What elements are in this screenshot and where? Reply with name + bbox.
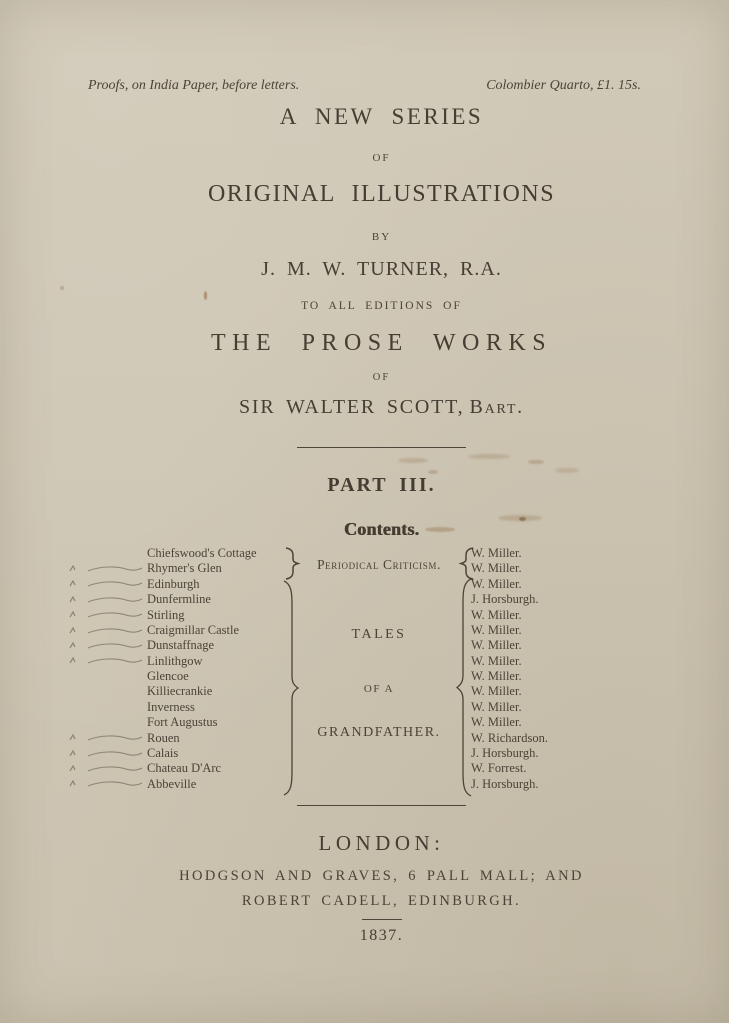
engraver-name	[471, 731, 601, 746]
pencil-mark	[64, 655, 147, 667]
engraver-name	[471, 761, 601, 776]
contents-row	[64, 577, 304, 592]
imprint-publisher-1: HODGSON AND GRAVES, 6 PALL MALL; AND	[179, 868, 584, 884]
engraver-label: W. Miller.	[471, 546, 522, 560]
pencil-mark	[64, 625, 147, 637]
engraver-label: W. Forrest.	[471, 761, 527, 776]
engraver-label: W. Miller.	[471, 684, 522, 699]
engraver-name	[471, 608, 601, 623]
engraver-label: W. Miller.	[471, 638, 522, 653]
engraver-label: W. Miller.	[471, 561, 522, 576]
contents-places-column	[64, 546, 304, 792]
proof-note: Proofs, on India Paper, before letters.	[88, 78, 300, 93]
contents-row	[64, 608, 304, 623]
title-of-2: OF	[372, 372, 391, 383]
engraver-name	[471, 561, 601, 576]
pencil-mark	[64, 748, 147, 760]
imprint-city: LONDON:	[318, 831, 445, 855]
contents-row	[64, 746, 304, 761]
place-name: Fort Augustus	[147, 715, 218, 730]
place-name: Abbeville	[147, 776, 197, 791]
edition-notes	[88, 78, 641, 94]
engraver-name	[471, 684, 601, 699]
category-grandfather: GRANDFATHER.	[317, 725, 441, 740]
imprint-year: 1837.	[359, 927, 404, 944]
pencil-mark	[64, 763, 147, 775]
pencil-mark	[64, 609, 147, 621]
engraver-label: W. Miller.	[471, 607, 522, 622]
place-name: Dunstaffnage	[147, 638, 215, 653]
engraver-label: J. Horsburgh.	[471, 776, 539, 791]
original-illustrations-title: ORIGINAL ILLUSTRATIONS	[207, 181, 556, 207]
engraver-label: J. Horsburgh.	[471, 745, 539, 760]
divider-rule-top	[297, 447, 466, 448]
engraver-name	[471, 592, 601, 607]
engraver-name	[471, 746, 601, 761]
engraver-name	[471, 638, 601, 653]
place-name: Rhymer's Glen	[147, 561, 222, 576]
pencil-mark	[64, 640, 147, 652]
contents-row	[64, 561, 304, 576]
author-name-suffix: Bart.	[469, 396, 524, 418]
contents-row	[64, 731, 304, 746]
contents-row	[64, 761, 304, 776]
title-by: BY	[371, 231, 392, 243]
contents-row	[64, 546, 304, 561]
place-name: Linlithgow	[147, 653, 203, 668]
author-name-main: SIR WALTER SCOTT,	[239, 396, 465, 418]
contents-engravers-column	[471, 546, 601, 792]
part-heading: PART III.	[327, 474, 436, 496]
engraver-label: J. Horsburgh.	[471, 592, 539, 607]
pencil-mark	[64, 563, 147, 575]
engraver-name	[471, 654, 601, 669]
engraver-name	[471, 777, 601, 792]
place-name: Craigmillar Castle	[147, 622, 239, 637]
category-periodical-criticism: Periodical Criticism.	[317, 557, 441, 572]
author-name	[34, 396, 729, 419]
contents-row	[64, 592, 304, 607]
engraver-name	[471, 669, 601, 684]
pencil-mark	[64, 778, 147, 790]
place-name: Calais	[147, 745, 179, 760]
place-name: Edinburgh	[147, 576, 200, 591]
place-name: Killiecrankie	[147, 684, 213, 699]
engraver-name	[471, 546, 601, 561]
contents-row	[64, 715, 304, 730]
place-name: Dunfermline	[147, 592, 211, 607]
imprint-publisher-2: ROBERT CADELL, EDINBURGH.	[241, 893, 522, 909]
engraver-label: W. Richardson.	[471, 730, 548, 745]
pencil-mark	[64, 732, 147, 744]
divider-rule-bottom	[297, 805, 466, 806]
engraver-label: W. Miller.	[471, 669, 522, 683]
title-of-1: OF	[372, 152, 391, 164]
pencil-mark	[64, 578, 147, 590]
place-name: Chateau D'Arc	[147, 761, 222, 776]
engraver-name	[471, 715, 601, 730]
contents-row	[64, 777, 304, 792]
engraver-label: W. Miller.	[471, 653, 522, 668]
place-name: Inverness	[147, 699, 195, 714]
contents-row	[64, 700, 304, 715]
engraver-name	[471, 577, 601, 592]
contents-row	[64, 684, 304, 699]
price-note: Colombier Quarto, £1. 15s.	[486, 78, 641, 93]
contents-row	[64, 654, 304, 669]
imprint-short-rule	[362, 919, 402, 920]
artist-name: J. M. W. TURNER, R.A.	[261, 258, 502, 280]
prose-works-title: THE PROSE WORKS	[210, 330, 553, 356]
contents-row	[64, 638, 304, 653]
engraver-name	[471, 623, 601, 638]
pencil-mark	[64, 594, 147, 606]
place-name: Rouen	[147, 730, 180, 745]
engraver-label: W. Miller.	[471, 622, 522, 637]
brace-left-point-large-icon	[455, 578, 472, 797]
place-name: Chiefswood's Cottage	[147, 546, 257, 560]
contents-row	[64, 669, 304, 684]
series-title: A NEW SERIES	[279, 104, 484, 129]
engraver-label: W. Miller.	[471, 715, 522, 730]
engraver-name	[471, 700, 601, 715]
contents-row	[64, 623, 304, 638]
engraver-label: W. Miller.	[471, 699, 522, 714]
place-name: Glencoe	[147, 669, 189, 683]
category-of-a: OF A	[363, 683, 395, 695]
place-name: Stirling	[147, 607, 185, 622]
contents-heading: Contents.	[343, 519, 420, 539]
engraver-label: W. Miller.	[471, 576, 522, 591]
category-tales: TALES	[351, 627, 407, 642]
editions-line: TO ALL EDITIONS OF	[301, 300, 462, 312]
